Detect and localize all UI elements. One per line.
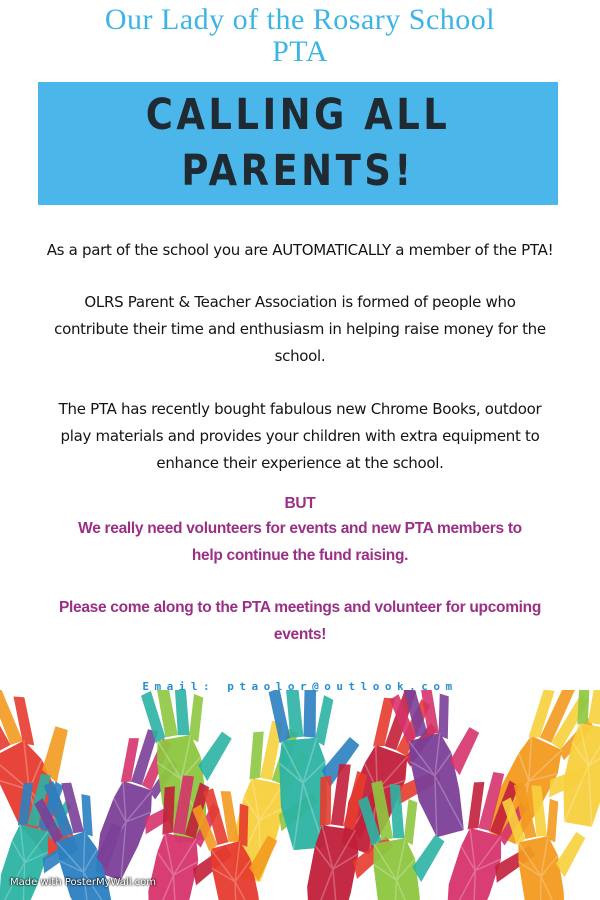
school-pta: PTA	[272, 35, 328, 68]
membership-text: As a part of the school you are AUTOMATICALLY a member of the PTA!	[46, 241, 554, 259]
association-line-1: OLRS Parent & Teacher Association is formed of people who	[84, 293, 516, 311]
meetings-paragraph	[40, 594, 560, 648]
volunteer-paragraph	[40, 515, 560, 569]
purchases-line-1: The PTA has recently bought fabulous new Chrome Books, outdoor	[58, 400, 542, 418]
headline-line-2: PARENTS!	[181, 146, 415, 196]
purchases-line-2: play materials and provides your children with extra equipment to	[60, 427, 540, 445]
meetings-line-1: Please come along to the PTA meetings and volunteer for upcoming	[58, 599, 542, 616]
association-paragraph	[40, 289, 560, 370]
but-heading: BUT	[284, 495, 316, 512]
headline-banner	[38, 82, 558, 205]
school-name: Our Lady of the Rosary School	[104, 3, 496, 36]
volunteer-line-1: We really need volunteers for events and new PTA members to	[78, 520, 522, 537]
watermark-text: Made with PosterMyWall.com	[10, 877, 157, 888]
association-line-3: school.	[274, 347, 326, 365]
purchases-line-3: enhance their experience at the school.	[156, 454, 444, 472]
headline-line-1: CALLING ALL	[145, 90, 451, 140]
volunteer-line-2: help continue the fund raising.	[191, 547, 409, 564]
school-title	[0, 4, 600, 68]
raised-hands-illustration	[0, 690, 600, 900]
contact-email[interactable]: Email: ptaolor@outlook.com	[142, 680, 458, 693]
association-line-2: contribute their time and enthusiasm in helping raise money for the	[54, 320, 546, 338]
membership-paragraph	[40, 237, 560, 264]
meetings-line-2: events!	[273, 626, 327, 643]
purchases-paragraph	[40, 396, 560, 477]
